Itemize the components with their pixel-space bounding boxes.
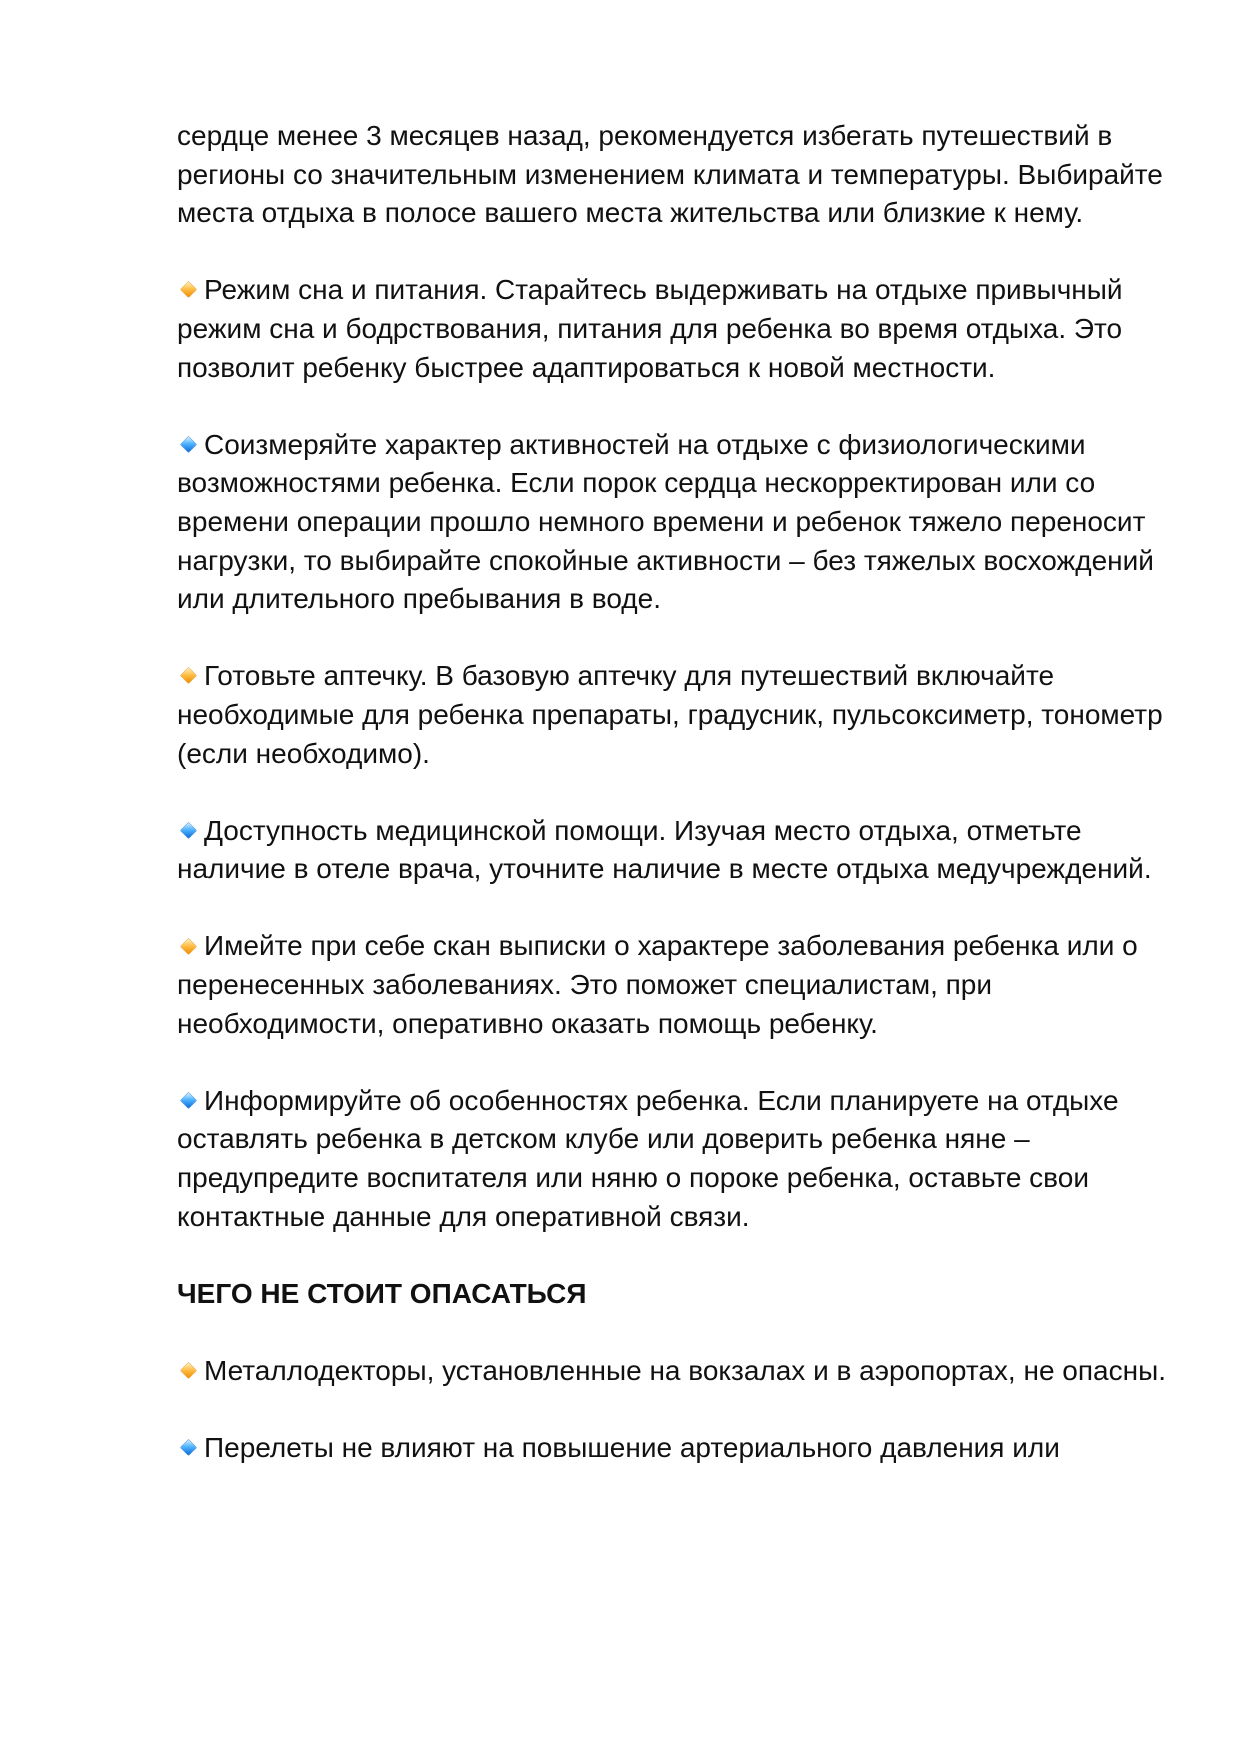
tip-item [177,1082,1167,1236]
diamond-bullet-icon [181,1440,197,1456]
document-page [177,117,1167,1506]
tip-item [177,657,1167,773]
tip-item [177,927,1167,1043]
tip-text: Доступность медицинской помощи. Изучая место отдыха, отметьте наличие в отеле врача, уточните наличие в месте отдыха медучреждений. [177,814,1152,885]
diamond-bullet-icon [181,823,197,839]
tip-text: Режим сна и питания. Старайтесь выдерживать на отдыхе привычный режим сна и бодрствования, питания для ребенка во время отдыха. Это позволит ребенку быстрее адаптироваться к новой местности. [177,274,1123,383]
tip-text: Готовьте аптечку. В базовую аптечку для путешествий включайте необходимые для ребенка препараты, градусник, пульсоксиметр, тонометр (если необходимо). [177,660,1163,769]
diamond-bullet-icon [181,282,197,298]
tip-text: Информируйте об особенностях ребенка. Если планируете на отдыхе оставлять ребенка в детском клубе или доверить ребенка няне – предупредите воспитателя или няню о пороке ребенка, оставьте свои контактные данные для оперативной связи. [177,1084,1119,1232]
diamond-bullet-icon [181,1363,197,1379]
tip-item [177,271,1167,387]
diamond-bullet-icon [181,938,197,954]
intro-paragraph [177,117,1167,233]
intro-text: сердце менее 3 месяцев назад, рекомендуется избегать путешествий в регионы со значительным изменением климата и температуры. Выбирайте места отдыха в полосе вашего места жительства или близкие к нему. [177,120,1163,229]
tip-item [177,426,1167,619]
diamond-bullet-icon [181,1093,197,1109]
diamond-bullet-icon [181,668,197,684]
tip-text: Имейте при себе скан выписки о характере заболевания ребенка или о перенесенных заболеваниях. Это поможет специалистам, при необходимости, оперативно оказать помощь ребенку. [177,930,1138,1039]
section-item [177,1429,1167,1468]
diamond-bullet-icon [181,437,197,453]
tip-item [177,812,1167,889]
section-item-text: Перелеты не влияют на повышение артериального давления или [204,1432,1060,1464]
section-item-text: Металлодекторы, установленные на вокзалах и в аэропортах, не опасны. [204,1355,1166,1386]
section-heading: ЧЕГО НЕ СТОИТ ОПАСАТЬСЯ [177,1277,587,1309]
section-item [177,1352,1167,1391]
tip-text: Соизмеряйте характер активностей на отдыхе с физиологическими возможностями ребенка. Если порок сердца нескорректирован или со времени операции прошло немного времени и ребенок тяжело переносит нагрузки, то выбирайте спокойные активности – без тяжелых восхождений или длительного пребывания в воде. [177,428,1154,615]
